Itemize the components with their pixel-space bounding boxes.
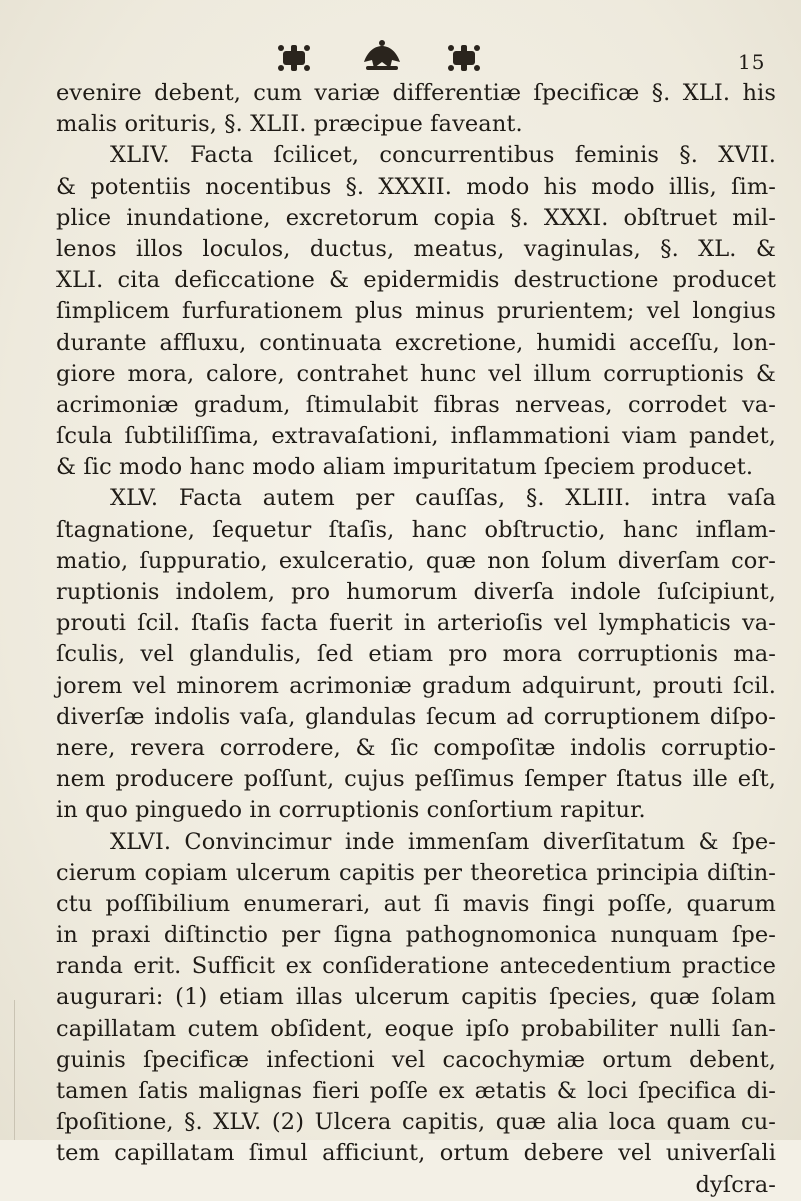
text-line: & potentiis nocentibus §. XXXII. modo his modo illis, ſim- [56,173,776,200]
page-number: 15 [738,50,766,74]
text-line: & ſic modo hanc modo aliam impuritatum ſpeciem producet. [56,454,754,481]
text-line: augurari: (1) etiam illas ulcerum capitis ſpecies, quæ ſolam [56,984,776,1011]
text-line: evenire debent, cum variæ differentiæ ſpecificæ §. XLI. his [56,80,776,106]
text-line: durante affluxu, continuata excretione, humidi acceſſu, lon- [56,329,776,356]
text-line: randa erit. Sufficit ex conſideratione antecedentium practice [56,953,776,980]
text-line: XLVI. Convincimur inde immenſam diverſitatum & ſpe- [110,828,776,855]
text-line: in quo pinguedo in corruptionis conſortium rapitur. [56,797,646,824]
text-line: diverſæ indolis vaſa, glandulas ſecum ad corruptionem diſpo- [56,703,776,730]
text-line: ſimplicem furfurationem plus minus prurientem; vel longius [56,298,776,325]
text-line: ſpoſitione, §. XLV. (2) Ulcera capitis, quæ alia loca quam cu- [56,1109,776,1136]
text-line: in praxi diſtinctio per ſigna pathognomonica nunquam ſpe- [56,922,776,949]
text-line: dyſcra- [695,1171,776,1198]
text-line: XLV. Facta autem per cauſſas, §. XLIII. intra vaſa [110,485,776,512]
text-line: guinis ſpecificæ infectioni vel cacochymiæ ortum debent, [56,1046,776,1073]
body-text [56,78,776,1201]
binding-edge [14,1000,15,1140]
text-line: capillatam cutem obſident, eoque ipſo probabiliter nulli ſan- [56,1015,776,1042]
text-line: jorem vel minorem acrimoniæ gradum adquirunt, prouti ſcil. [56,672,776,699]
text-line: ſtagnatione, ſequetur ſtaſis, hanc obſtructio, hanc inflam- [56,516,776,543]
text-line: XLIV. Facta ſcilicet, concurrentibus feminis §. XVII. [110,142,776,169]
text-line: giore mora, calore, contrahet hunc vel illum corruptionis & [56,360,776,387]
text-line: lenos illos loculos, ductus, meatus, vaginulas, §. XL. & [56,235,776,262]
fleuron-ornament [272,38,492,78]
text-line: nem producere poſſunt, cujus peſſimus ſemper ſtatus ille eſt, [56,766,776,793]
text-line: ſcula ſubtiliſſima, extravaſationi, inflammationi viam pandet, [56,423,776,450]
text-line: plice inundatione, excretorum copia §. XXXI. obſtruet mil- [56,204,776,231]
text-line: prouti ſcil. ſtaſis facta fuerit in arterioſis vel lymphaticis va- [56,610,776,637]
text-line: ſculis, vel glandulis, ſed etiam pro mora corruptionis ma- [56,641,776,668]
text-line: acrimoniæ gradum, ſtimulabit fibras nerveas, corrodet va- [56,391,776,418]
text-line: ruptionis indolem, pro humorum diverſa indole ſuſcipiunt, [56,579,776,605]
text-line: nere, revera corrodere, & ſic compoſitæ indolis corruptio- [56,734,776,761]
text-line: XLI. cita deficcatione & epidermidis destructione producet [56,267,776,294]
text-line: tem capillatam ſimul afficiunt, ortum debere vel univerſali [56,1140,776,1167]
text-line: cierum copiam ulcerum capitis per theoretica principia diſtin- [56,859,776,886]
text-line: ctu poſſibilium enumerari, aut ſi mavis fingi poſſe, quarum [56,890,776,917]
text-line: matio, ſuppuratio, exulceratio, quæ non ſolum diverſam cor- [56,547,776,574]
text-line: malis orituris, §. XLII. præcipue faveant. [56,111,523,138]
text-line: tamen ſatis malignas fieri poſſe ex ætatis & loci ſpecifica di- [56,1078,776,1104]
